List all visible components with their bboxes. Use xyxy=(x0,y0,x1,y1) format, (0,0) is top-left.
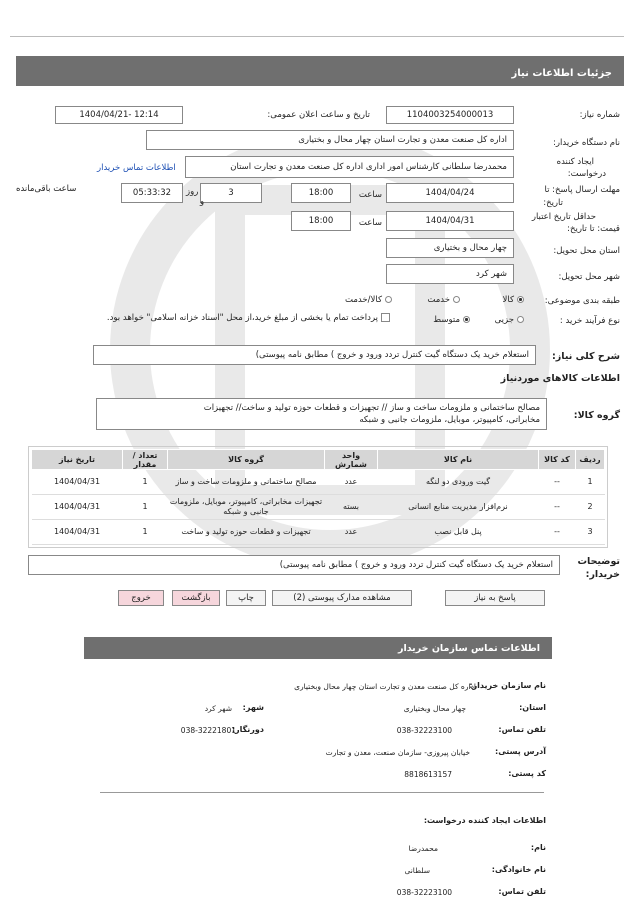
items-table-wrapper xyxy=(28,446,608,548)
contact-info-link[interactable]: اطلاعات تماس خریدار xyxy=(97,163,176,173)
radio-icon xyxy=(463,316,470,323)
creator-first-name-label: نام: xyxy=(530,843,546,852)
contact-org-value: اداره کل صنعت معدن و تجارت استان چهار محال وبختیاری xyxy=(294,682,476,691)
creator-info-title: اطلاعات ایجاد کننده درخواست: xyxy=(423,816,546,825)
need-number-label: شماره نیاز: xyxy=(579,110,620,120)
cell-qty: 1 xyxy=(123,495,168,520)
contact-org-label: نام سازمان خریدار: xyxy=(469,681,546,690)
creator-label-2: درخواست: xyxy=(567,169,606,179)
table-row xyxy=(32,470,605,495)
deadline-time-field: 18:00 xyxy=(291,183,351,203)
creator-first-name-value: محمدرضا xyxy=(408,844,438,853)
col-unit: واحد شمارش xyxy=(325,450,378,470)
buyer-org-field: اداره کل صنعت معدن و تجارت استان چهار محال و بختیاری xyxy=(146,130,514,150)
province-label: استان محل تحویل: xyxy=(553,246,620,256)
validity-time-field: 18:00 xyxy=(291,211,351,231)
cell-date: 1404/04/31 xyxy=(32,470,123,495)
and-label: و xyxy=(200,197,205,207)
need-number-field: 1104003254000013 xyxy=(386,106,514,124)
col-row: ردیف xyxy=(576,450,605,470)
radio-icon xyxy=(517,316,524,323)
contact-province-value: چهار محال وبختیاری xyxy=(403,704,466,713)
city-label: شهر محل تحویل: xyxy=(558,272,620,282)
reply-button[interactable]: پاسخ به نیاز xyxy=(445,590,545,606)
cell-name: نرم‌افزار مدیریت منابع انسانی xyxy=(378,495,539,520)
process-medium-text: متوسط xyxy=(433,315,460,325)
province-field: چهار محال و بختیاری xyxy=(386,238,514,258)
contact-phone-value: 038-32223100 xyxy=(396,726,452,735)
cell-row: 2 xyxy=(576,495,605,520)
category-goods-text: کالا xyxy=(502,295,514,305)
category-goods-option[interactable] xyxy=(503,295,524,305)
goods-group-field xyxy=(96,398,547,430)
contact-city-label: شهر: xyxy=(242,703,264,712)
announce-label: تاریخ و ساعت اعلان عمومی: xyxy=(267,110,370,120)
buyer-notes-label: توضیحات xyxy=(577,556,620,567)
day-count-field: 3 xyxy=(200,183,262,203)
cell-group: تجهیزات مخابراتی، کامپیوتر، موبایل، ملزومات جانبی و شبکه xyxy=(168,495,325,520)
category-goods-service-text: کالا/خدمت xyxy=(345,295,382,305)
creator-phone-label: تلفن تماس: xyxy=(498,887,546,896)
cell-code: -- xyxy=(539,495,576,520)
cell-name: گیت ورودی دو لنگه xyxy=(378,470,539,495)
creator-label: ایجاد کننده xyxy=(556,157,594,167)
cell-code: -- xyxy=(539,520,576,545)
page-header xyxy=(16,56,624,86)
buyer-notes-field: استعلام خرید یک دستگاه گیت کنترل تردد ورود و خروج ) مطابق نامه پیوستی) xyxy=(28,555,560,575)
back-button[interactable]: بازگشت xyxy=(172,590,220,606)
goods-group-line-1: مصالح ساختمانی و ملزومات ساخت و ساز // تجهیزات و قطعات حوزه تولید و ساخت// تجهیزات xyxy=(203,403,540,413)
col-name: نام کالا xyxy=(378,450,539,470)
cell-qty: 1 xyxy=(123,470,168,495)
buyer-org-label: نام دستگاه خریدار: xyxy=(553,138,620,148)
payment-note-text: پرداخت تمام یا بخشی از مبلغ خرید،از محل "اسناد خزانه اسلامی" خواهد بود. xyxy=(106,313,378,323)
remaining-time-field: 05:33:32 xyxy=(121,183,183,203)
goods-info-title: اطلاعات کالاهای موردنیاز xyxy=(500,373,620,384)
deadline-label: مهلت ارسال پاسخ: تا xyxy=(544,185,620,195)
process-medium-option[interactable] xyxy=(433,315,470,325)
cell-code: -- xyxy=(539,470,576,495)
page-title: جزئیات اطلاعات نیاز xyxy=(511,68,612,79)
contact-postal-label: کد پستی: xyxy=(508,769,546,778)
cell-name: پنل قابل نصب xyxy=(378,520,539,545)
process-small-option[interactable] xyxy=(495,315,524,325)
items-table xyxy=(31,449,605,545)
city-field: شهر کرد xyxy=(386,264,514,284)
checkbox-icon xyxy=(381,313,390,322)
contact-city-value: شهر کرد xyxy=(204,704,232,713)
top-divider xyxy=(10,36,624,37)
exit-button[interactable]: خروج xyxy=(118,590,164,606)
remaining-label: ساعت باقی‌مانده xyxy=(16,184,77,194)
deadline-time-label: ساعت xyxy=(358,190,382,200)
col-group: گروه کالا xyxy=(168,450,325,470)
print-button[interactable]: چاپ xyxy=(226,590,266,606)
category-goods-service-option[interactable] xyxy=(345,295,392,305)
category-service-option[interactable] xyxy=(427,295,460,305)
cell-row: 1 xyxy=(576,470,605,495)
cell-row: 3 xyxy=(576,520,605,545)
contact-divider xyxy=(100,792,544,793)
category-label: طبقه بندی موضوعی: xyxy=(544,296,620,306)
deadline-label-2: تاریخ: xyxy=(543,198,563,208)
radio-icon xyxy=(517,296,524,303)
radio-icon xyxy=(385,296,392,303)
creator-last-name-value: سلطانی xyxy=(404,866,430,875)
radio-icon xyxy=(453,296,460,303)
payment-option[interactable] xyxy=(107,313,390,323)
announce-field: 1404/04/21- 12:14 xyxy=(55,106,183,124)
contact-section-title: اطلاعات تماس سازمان خریدار xyxy=(397,643,540,654)
validity-date-field: 1404/04/31 xyxy=(386,211,514,231)
cell-group: تجهیزات و قطعات حوزه تولید و ساخت xyxy=(168,520,325,545)
goods-group-line-2: مخابراتی، کامپیوتر، موبایل، ملزومات جانبی و شبکه xyxy=(359,415,540,425)
deadline-date-field: 1404/04/24 xyxy=(386,183,514,203)
category-service-text: خدمت xyxy=(427,295,450,305)
summary-label: شرح کلی نیاز: xyxy=(551,351,620,362)
validity-label-2: قیمت: تا تاریخ: xyxy=(567,224,620,234)
col-date: تاریخ نیاز xyxy=(32,450,123,470)
contact-fax-value: 038-32221801 xyxy=(180,726,236,735)
cell-unit: عدد xyxy=(325,520,378,545)
process-label: نوع فرآیند خرید : xyxy=(559,316,620,326)
creator-field: محمدرضا سلطانی کارشناس امور اداری اداره کل صنعت معدن و تجارت استان xyxy=(185,156,514,178)
creator-phone-value: 038-32223100 xyxy=(396,888,452,897)
attachments-button[interactable]: مشاهده مدارک پیوستی (2) xyxy=(272,590,412,606)
goods-group-label: گروه کالا: xyxy=(573,410,620,421)
contact-postal-value: 8818613157 xyxy=(404,770,452,779)
col-code: کد کالا xyxy=(539,450,576,470)
validity-label: حداقل تاریخ اعتبار xyxy=(531,212,596,222)
cell-date: 1404/04/31 xyxy=(32,495,123,520)
contact-section-header xyxy=(84,637,552,659)
cell-qty: 1 xyxy=(123,520,168,545)
contact-address-value: خیابان پیروزی- سازمان صنعت، معدن و تجارت xyxy=(325,748,470,757)
col-qty: تعداد / مقدار xyxy=(123,450,168,470)
summary-field: استعلام خرید یک دستگاه گیت کنترل تردد ورود و خروج ) مطابق نامه پیوستی) xyxy=(93,345,536,365)
day-label: روز xyxy=(186,187,199,197)
cell-group: مصالح ساختمانی و ملزومات ساخت و ساز xyxy=(168,470,325,495)
contact-fax-label: دورنگار: xyxy=(231,725,264,734)
cell-date: 1404/04/31 xyxy=(32,520,123,545)
contact-address-label: آدرس پستی: xyxy=(495,747,546,756)
creator-last-name-label: نام خانوادگی: xyxy=(491,865,546,874)
process-small-text: جزیی xyxy=(494,315,514,325)
contact-phone-label: تلفن تماس: xyxy=(498,725,546,734)
contact-province-label: استان: xyxy=(519,703,546,712)
buyer-notes-label-2: خریدار: xyxy=(585,569,620,580)
cell-unit: بسته xyxy=(325,495,378,520)
table-row xyxy=(32,520,605,545)
table-header-row xyxy=(32,450,605,470)
cell-unit: عدد xyxy=(325,470,378,495)
table-row xyxy=(32,495,605,520)
validity-time-label: ساعت xyxy=(358,218,382,228)
